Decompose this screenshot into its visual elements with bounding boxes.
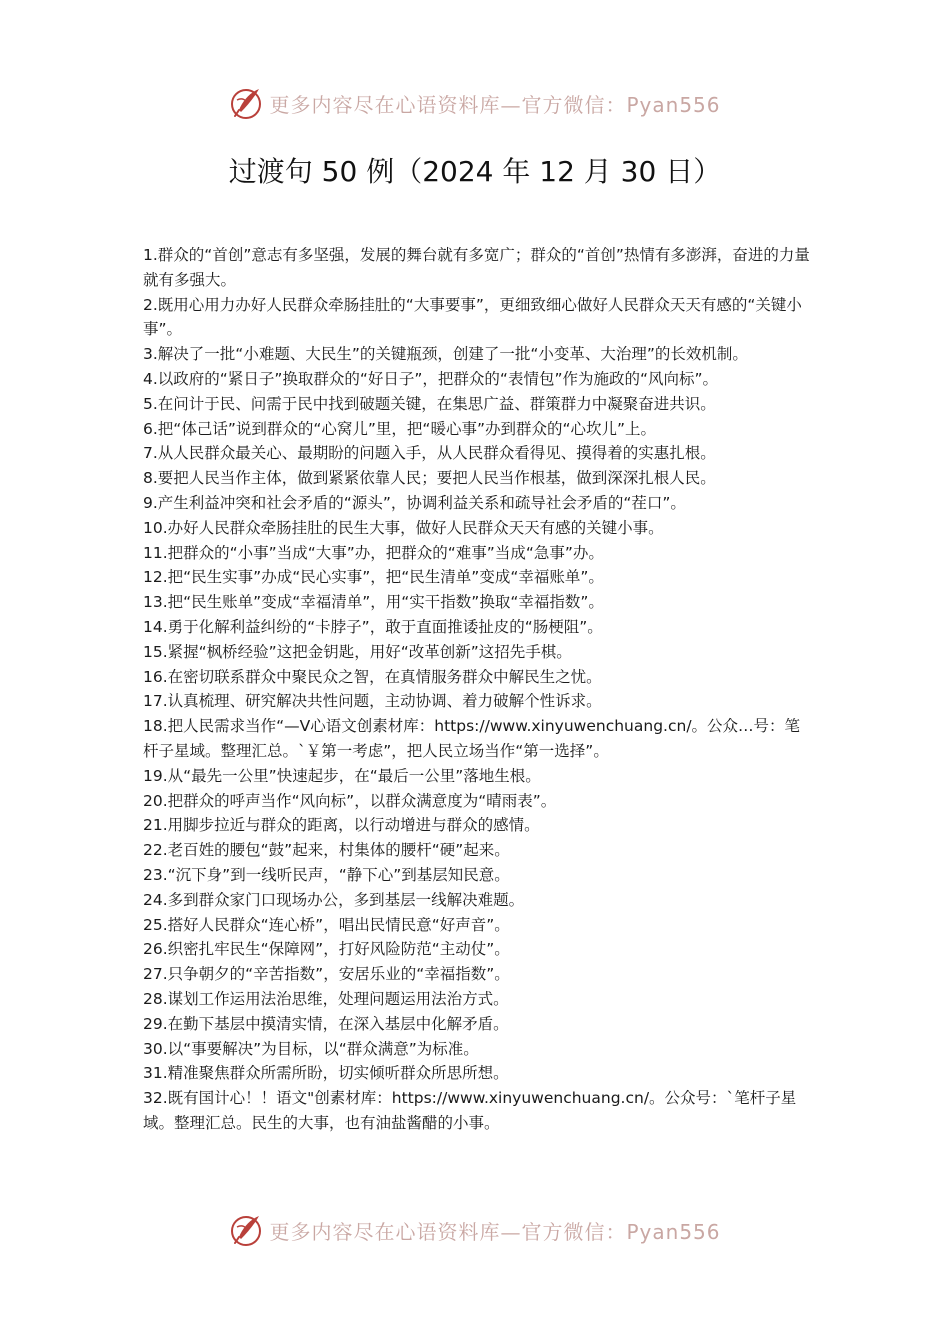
list-item: 2.既用心用力办好人民群众牵肠挂肚的“大事要事”，更细致细心做好人民群众天天有感的“关键小事”。 — [143, 295, 802, 339]
list-item: 19.从“最先一公里”快速起步，在“最后一公里”落地生根。 — [143, 766, 541, 785]
list-item: 16.在密切联系群众中聚民众之智，在真情服务群众中解民生之忧。 — [143, 667, 602, 686]
list-item: 11.把群众的“小事”当成“大事”办，把群众的“难事”当成“急事”办。 — [143, 543, 604, 562]
watermark-text: 更多内容尽在心语资料库—官方微信：Pyan556 — [269, 92, 721, 117]
list-item: 18.把人民需求当作“—V心语文创素材库：https://www.xinyuwenchuang.cn/。公众…号：笔杆子星域。整理汇总。`￥第一考虑”，把人民立场当作“第一选择”。 — [143, 717, 801, 760]
list-item: 12.把“民生实事”办成“民心实事”，把“民生清单”变成“幸福账单”。 — [143, 568, 604, 587]
list-item: 24.多到群众家门口现场办公，多到基层一线解决难题。 — [143, 890, 525, 909]
list-item: 10.办好人民群众牵肠挂肚的民生大事，做好人民群众天天有感的关键小事。 — [143, 518, 664, 537]
wechat-id: Pyan556 — [626, 92, 721, 117]
list-item: 14.勇于化解利益纠纷的“卡脖子”，敢于直面推诿扯皮的“肠梗阻”。 — [143, 617, 603, 636]
list-item: 17.认真梳理、研究解决共性问题，主动协调、着力破解个性诉求。 — [143, 692, 602, 711]
list-item: 26.织密扎牢民生“保障网”，打好风险防范“主动仗”。 — [143, 940, 510, 959]
list-item: 22.老百姓的腰包“鼓”起来，村集体的腰杆“硬”起来。 — [143, 841, 510, 860]
list-item: 9.产生利益冲突和社会矛盾的“源头”，协调利益关系和疏导社会矛盾的“茬口”。 — [143, 493, 686, 512]
quill-pen-icon — [229, 86, 263, 120]
header-watermark-banner — [0, 83, 950, 123]
list-item: 28.谋划工作运用法治思维，处理问题运用法治方式。 — [143, 989, 509, 1008]
wechat-id: Pyan556 — [626, 1219, 721, 1244]
list-item: 31.精准聚焦群众所需所盼，切实倾听群众所思所想。 — [143, 1064, 509, 1083]
list-item: 30.以“事要解决”为目标，以“群众满意”为标准。 — [143, 1039, 479, 1058]
list-item: 25.搭好人民群众“连心桥”，唱出民情民意“好声音”。 — [143, 915, 510, 934]
list-item: 20.把群众的呼声当作“风向标”，以群众满意度为“晴雨表”。 — [143, 791, 557, 810]
list-item: 13.把“民生账单”变成“幸福清单”，用“实干指数”换取“幸福指数”。 — [143, 593, 604, 612]
list-item: 21.用脚步拉近与群众的距离，以行动增进与群众的感情。 — [143, 816, 540, 835]
list-item: 29.在勤下基层中摸清实情，在深入基层中化解矛盾。 — [143, 1014, 509, 1033]
watermark-text: 更多内容尽在心语资料库—官方微信：Pyan556 — [269, 1219, 721, 1244]
list-item: 27.只争朝夕的“辛苦指数”，安居乐业的“幸福指数”。 — [143, 965, 510, 984]
list-item: 15.紧握“枫桥经验”这把金钥匙，用好“改革创新”这招先手棋。 — [143, 642, 572, 661]
list-item: 3.解决了一批“小难题、大民生”的关键瓶颈，创建了一批“小变革、大治理”的长效机制。 — [143, 345, 748, 364]
list-item: 8.要把人民当作主体，做到紧紧依靠人民；要把人民当作根基，做到深深扎根人民。 — [143, 469, 716, 488]
quill-pen-icon — [229, 1213, 263, 1247]
page-title: 过渡句 50 例（2024 年 12 月 30 日） — [228, 155, 722, 188]
list-item: 32.既有国计心！！语文"创素材库：https://www.xinyuwenchuang.cn/。公众号：`笔杆子星域。整理汇总。民生的大事，也有油盐酱醋的小事。 — [143, 1089, 797, 1132]
list-item: 23.“沉下身”到一线听民声，“静下心”到基层知民意。 — [143, 865, 510, 884]
list-item: 6.把“体己话”说到群众的“心窝儿”里，把“暖心事”办到群众的“心坎儿”上。 — [143, 419, 657, 438]
list-item: 5.在问计于民、问需于民中找到破题关键，在集思广益、群策群力中凝聚奋进共识。 — [143, 394, 716, 413]
list-item: 1.群众的“首创”意志有多坚强，发展的舞台就有多宽广；群众的“首创”热情有多澎湃，奋进的力量就有多强大。 — [143, 246, 810, 289]
footer-watermark-banner — [0, 1210, 950, 1250]
list-item: 7.从人民群众最关心、最期盼的问题入手，从人民群众看得见、摸得着的实惠扎根。 — [143, 444, 716, 463]
sentence-list — [143, 243, 815, 1136]
list-item: 4.以政府的“紧日子”换取群众的“好日子”，把群众的“表情包”作为施政的“风向标”。 — [143, 369, 719, 388]
